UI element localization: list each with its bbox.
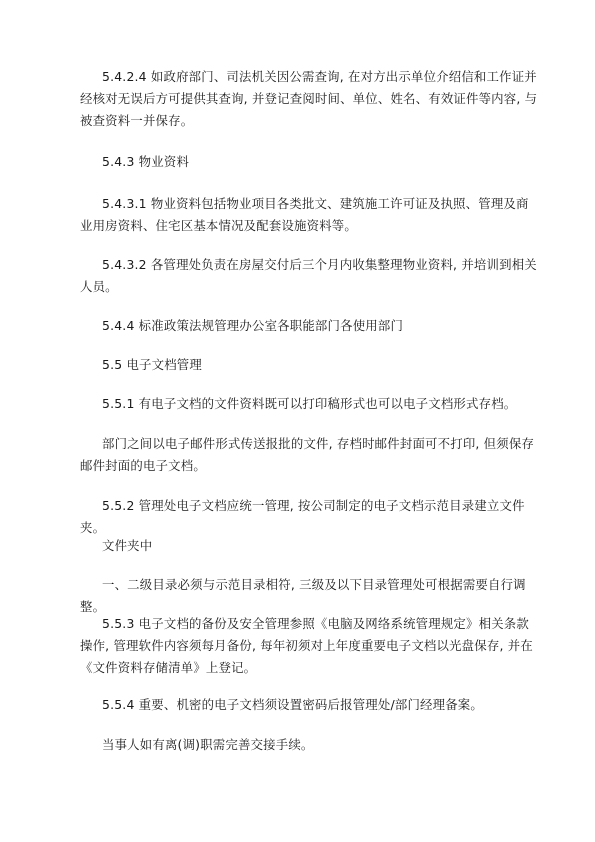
paragraph-directory: 一、二级目录必须与示范目录相符, 三级及以下目录管理处可根据需要自行调整。 <box>80 577 526 614</box>
paragraph-5-4-3-2: 5.4.3.2 各管理处负责在房屋交付后三个月内收集整理物业资料, 并培训到相关人员。 <box>80 257 537 294</box>
heading-5-5: 5.5 电子文档管理 <box>102 357 202 372</box>
paragraph-5-4-3-1: 5.4.3.1 物业资料包括物业项目各类批文、建筑施工许可证及执照、管理及商业用房资料、住宅区基本情况及配套设施资料等。 <box>80 196 529 233</box>
paragraph-email-docs: 部门之间以电子邮件形式传送报批的文件, 存档时邮件封面可不打印, 但须保存邮件封面的电子文档。 <box>80 436 535 473</box>
paragraph-5-4-4: 5.4.4 标准政策法规管理办公室各职能部门各使用部门 <box>102 318 404 333</box>
paragraph-5-5-2: 5.5.2 管理处电子文档应统一管理, 按公司制定的电子文档示范目录建立文件夹。 <box>80 498 525 535</box>
paragraph-5-5-1: 5.5.1 有电子文档的文件资料既可以打印稿形式也可以电子文档形式存档。 <box>102 396 517 411</box>
paragraph-5-5-3: 5.5.3 电子文档的备份及安全管理参照《电脑及网络系统管理规定》相关条款操作, 管理软件内容须每月备份, 每年初须对上年度重要电子文档以光盘保存, 并在《文件资料存储清单》上登记。 <box>80 616 533 675</box>
paragraph-handover: 当事人如有离(调)职需完善交接手续。 <box>102 737 314 752</box>
paragraph-5-5-4: 5.5.4 重要、机密的电子文档须设置密码后报管理处/部门经理备案。 <box>102 697 483 712</box>
paragraph-5-4-2-4: 5.4.2.4 如政府部门、司法机关因公需查询, 在对方出示单位介绍信和工作证并经核对无误后方可提供其查询, 并登记查阅时间、单位、姓名、有效证件等内容, 与被查资料一并保存。 <box>80 69 538 128</box>
heading-5-4-3: 5.4.3 物业资料 <box>102 154 190 169</box>
paragraph-folder: 文件夹中 <box>102 538 153 553</box>
